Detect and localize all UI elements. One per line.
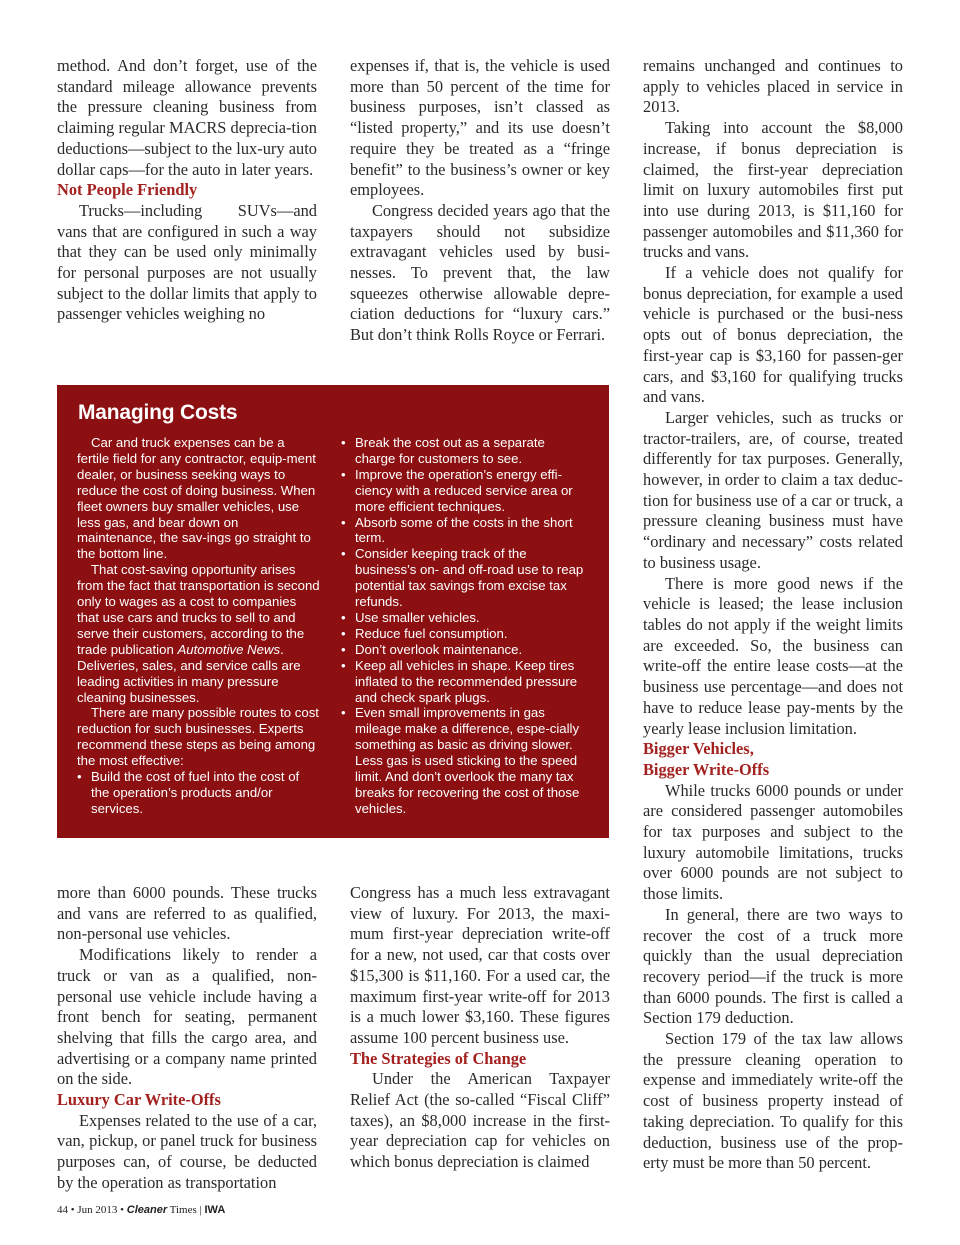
sidebar-bullet: • Use smaller vehicles.: [341, 610, 587, 626]
paragraph: Section 179 of the tax law allows the pressure cleaning operation to expense and immediately write-off the cost of business property instead of taking depreciation. To qualify for this deduction, business use of the prop-erty must be more than 50 percent.: [643, 1029, 903, 1173]
column-1-top: [57, 56, 317, 325]
column-3: [643, 56, 903, 1174]
column-2-bottom: [350, 883, 610, 1173]
sidebar-bullet: • Break the cost out as a separate charge for customers to see.: [341, 435, 587, 467]
sidebar-bullet: • Consider keeping track of the business’s on- and off-road use to reap potential tax savings from excise tax refunds.: [341, 546, 587, 610]
sidebar-paragraph: Car and truck expenses can be a fertile field for any contractor, equip-ment dealer, or business seeking ways to reduce the cost of doing business. When fleet owners buy smaller vehicles, use less gas, and bear down on maintenance, the sav-ings go straight to the bottom line.: [77, 435, 316, 562]
magazine-brand-times: Times: [169, 1204, 197, 1216]
sidebar-bullet: • Build the cost of fuel into the cost of the operation’s products and/or services.: [77, 769, 320, 817]
sidebar-left-column: [77, 435, 320, 817]
sidebar-text: That cost-saving opportunity arises from the fact that transportation is second only to wages as a cost to companies that use cars and trucks to sell to and serve their customers, according to the trade publication: [77, 562, 320, 657]
sidebar-bullet: • Improve the operation’s energy effi-ciency with a reduced service area or more efficient techniques.: [341, 467, 587, 515]
sidebar-bullet: • Absorb some of the costs in the short term.: [341, 515, 587, 547]
column-1-bottom: [57, 883, 317, 1194]
footer-bullet: •: [70, 1204, 75, 1216]
paragraph: In general, there are two ways to recover the cost of a truck more quickly than the usual depreciation recovery period—if the truck is more than 6000 pounds. The first is called a Section 179 deduction.: [643, 904, 903, 1028]
page-number: 44: [57, 1204, 68, 1216]
paragraph: Taking into account the $8,000 increase, if bonus depreciation is claimed, the first-year depreciation limit on luxury automobiles first put into use during 2013, is $11,160 for passenger automobiles and $11,360 for trucks and vans.: [643, 118, 903, 262]
paragraph: While trucks 6000 pounds or under are considered passenger automobiles for tax purposes and subject to the luxury automobile limitations, trucks over 6000 pounds are not subject to those limits.: [643, 780, 903, 904]
managing-costs-sidebar: [57, 385, 609, 838]
page-footer: [57, 1204, 225, 1216]
paragraph: Expenses related to the use of a car, van, pickup, or panel truck for business purposes can, of course, be deducted by the operation as transportation: [57, 1110, 317, 1192]
heading-luxury-car-write-offs: Luxury Car Write-Offs: [57, 1090, 221, 1110]
sidebar-bullet: • Even small improvements in gas mileage make a difference, espe-cially something as basic as driving slower. Less gas is used sticking to the speed limit. And don’t overlook the many tax breaks for recovering the cost of those vehicles.: [341, 705, 587, 816]
paragraph: Congress decided years ago that the taxpayers should not subsidize extravagant vehicles used by busi-nesses. To prevent that, the law squeezes otherwise allowable depre-ciation deductions for “luxury cars.” But don’t think Rolls Royce or Ferrari.: [350, 200, 610, 345]
sidebar-bullet-list: [341, 435, 587, 817]
sidebar-bullet-list: [77, 769, 320, 817]
paragraph: remains unchanged and continues to apply to vehicles placed in service in 2013.: [643, 56, 903, 117]
magazine-brand: Cleaner: [126, 1204, 168, 1216]
sidebar-bullet: • Reduce fuel consumption.: [341, 626, 587, 642]
heading-not-people-friendly: Not People Friendly: [57, 180, 198, 200]
sidebar-bullet: • Keep all vehicles in shape. Keep tires inflated to the recommended pressure and check spark plugs.: [341, 658, 587, 706]
paragraph: method. And don’t forget, use of the standard mileage allowance prevents the pressure cleaning business from claiming regular MACRS deprecia-tion deductions—subject to the lux-ury auto dollar caps—for the auto in later years.: [57, 56, 317, 179]
sidebar-title: Managing Costs: [78, 401, 238, 424]
paragraph: There is more good news if the vehicle is leased; the lease inclusion tables do not apply if the weight limits are exceeded. So, the business can write-off the entire lease costs—at the business use percentage—and does not have to reduce lease pay-ments by the yearly lease inclusion limitation.: [643, 573, 903, 738]
paragraph: Under the American Taxpayer Relief Act (the so-called “Fiscal Cliff” taxes), an $8,000 increase in the first-year depreciation cap for vehicles on which bonus depreciation is claimed: [350, 1069, 610, 1172]
column-2-top: [350, 56, 610, 346]
publication-name: Automotive News: [177, 641, 281, 657]
paragraph: expenses if, that is, the vehicle is used more than 50 percent of the time for business purposes, isn’t classed as “listed property,” and its use doesn’t require they be treated as a “fringe benefit” to the business’s owner or key employees.: [350, 56, 610, 200]
footer-separator: |: [199, 1204, 202, 1216]
paragraph: If a vehicle does not qualify for bonus depreciation, for example a used vehicle is purchased or the busi-ness opts out of bonus depreciation, the first-year cap is $3,160 for passen-ger cars, and $3,160 for qualifying trucks and vans.: [643, 263, 903, 407]
paragraph: Larger vehicles, such as trucks or tractor-trailers, are, of course, treated differently for tax purposes. Generally, however, in order to claim a tax deduc-tion for business use of a car or truck, a pressure cleaning business must have “ordinary and necessary” costs related to business usage.: [643, 407, 903, 572]
sidebar-bullet: • Don’t overlook maintenance.: [341, 642, 587, 658]
paragraph: Modifications likely to render a truck or van as a qualified, non-personal use vehicle include having a front bench for seating, permanent shelving that fills the cargo area, and advertising or a company name printed on the side.: [57, 945, 317, 1089]
footer-bullet: •: [120, 1204, 124, 1216]
heading-strategies-of-change: The Strategies of Change: [350, 1048, 527, 1068]
iwa-logo-text: IWA: [204, 1204, 226, 1216]
paragraph: Trucks—including SUVs—and vans that are configured in such a way that they can be used only minimally for personal purposes are not usually subject to the dollar limits that apply to passenger vehicles weighing no: [57, 200, 317, 324]
sidebar-right-column: [341, 435, 587, 817]
heading-bigger-vehicles: Bigger Vehicles,: [643, 739, 754, 759]
issue-date: Jun 2013: [77, 1204, 118, 1216]
sidebar-paragraph: There are many possible routes to cost reduction for such businesses. Experts recommend these steps as being among the most effective:: [77, 705, 319, 769]
paragraph: more than 6000 pounds. These trucks and vans are referred to as qualified, non-personal use vehicles.: [57, 883, 317, 944]
paragraph: Congress has a much less extravagant view of luxury. For 2013, the maxi-mum first-year depreciation write-off for a new, not used, car that costs over $15,300 is $11,160. For a used car, the maximum first-year write-off for 2013 is a much lower $3,160. These figures assume 100 percent business use.: [350, 883, 610, 1047]
heading-bigger-write-offs: Bigger Write-Offs: [643, 759, 770, 779]
sidebar-text: . Deliveries, sales, and service calls are leading activities in many pressure cleaning businesses.: [77, 641, 301, 705]
sidebar-paragraph: [77, 562, 320, 705]
